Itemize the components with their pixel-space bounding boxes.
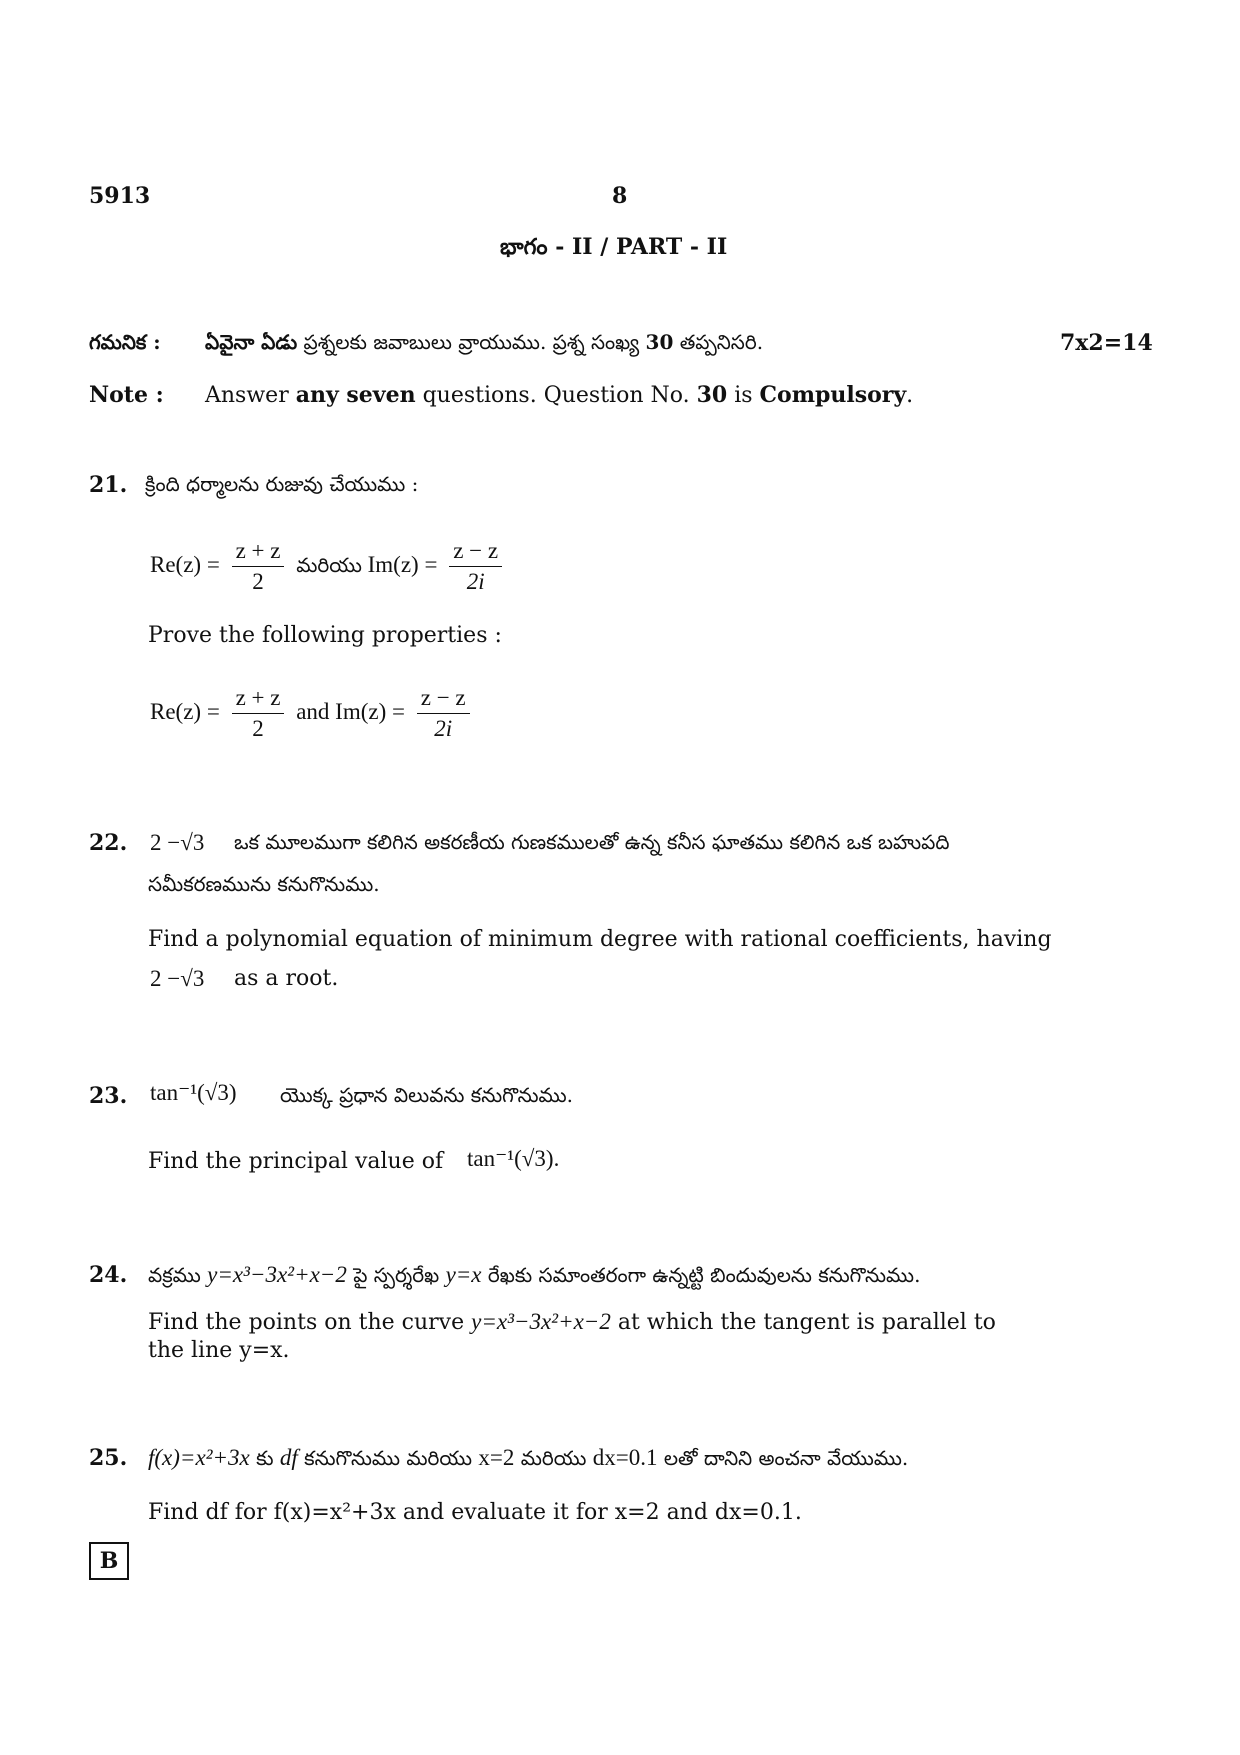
marks: 7x2=14: [1060, 330, 1153, 356]
note-en-end: .: [906, 383, 914, 408]
q23-number: 23.: [89, 1083, 128, 1109]
q25-number: 25.: [89, 1445, 128, 1471]
q21-english: Prove the following properties :: [148, 623, 502, 648]
booklet-code-box: B: [89, 1542, 129, 1580]
q24-english-line2: the line y=x.: [148, 1338, 290, 1363]
q22-english-line2: as a root.: [234, 966, 339, 991]
q24-te-mid: పై స్పర్శరేఖ: [353, 1263, 440, 1287]
part-title: భాగం - II / PART - II: [500, 234, 728, 260]
q23-english: Find the principal value of: [148, 1149, 444, 1174]
note-te-post: తప్పనిసరి.: [673, 330, 764, 354]
q21-im-num-2: z − z: [417, 685, 470, 714]
q23-expr: tan⁻¹(√3): [150, 1080, 237, 1105]
note-en-bold1: any seven: [295, 382, 416, 408]
q25-te-ku: కు: [256, 1446, 274, 1470]
q21-im-fraction: [449, 538, 502, 595]
q21-re-lhs: Re(z) =: [150, 551, 220, 577]
q24-curve: y=x³−3x²+x−2: [207, 1262, 347, 1287]
q21-im-lhs-2: Im(z) =: [335, 698, 405, 724]
q24-number: 24.: [89, 1262, 128, 1288]
q22-number: 22.: [89, 830, 128, 856]
q21-im-den-2: 2i: [434, 716, 453, 741]
q22-root-2: 2 −√3: [150, 966, 205, 991]
q24-en-post: at which the tangent is parallel to: [617, 1310, 996, 1335]
q21-number: 21.: [89, 472, 128, 498]
q21-re-den: 2: [252, 569, 264, 594]
note-en-pre: Answer: [205, 383, 296, 408]
q25-te-and: మరియు: [520, 1446, 587, 1470]
q21-im-num: z − z: [449, 538, 502, 567]
q25-df: df: [279, 1445, 298, 1470]
q24-te-post: రేఖకు సమాంతరంగా ఉన్నట్టి బిందువులను కనుగొనుము.: [487, 1263, 921, 1287]
note-te-emphasis: ఏవైనా ఏడు: [205, 330, 298, 354]
q21-telugu: క్రింది ధర్మాలను రుజువు చేయుము :: [145, 472, 419, 496]
page-number: 8: [612, 183, 628, 209]
q21-re-den-2: 2: [252, 716, 264, 741]
q23-expr-en: tan⁻¹(√3): [467, 1146, 554, 1171]
q21-im-lhs: Im(z) =: [367, 551, 438, 577]
q22-telugu-line2: సమీకరణమును కనుగొనుము.: [148, 872, 380, 896]
q23-en-end: .: [553, 1146, 560, 1171]
q21-formula-telugu: [150, 538, 508, 595]
note-label-telugu: గమనిక :: [89, 330, 161, 354]
q21-im-den: 2i: [466, 569, 485, 594]
paper-code: 5913: [89, 183, 151, 209]
q25-xval: x=2: [478, 1445, 515, 1470]
q23-expr-2: [467, 1146, 559, 1172]
q22-root: 2 −√3: [150, 830, 205, 855]
note-te-qno: 30: [645, 330, 674, 354]
note-en-is: is: [727, 383, 760, 408]
q22-telugu-line1: ఒక మూలముగా కలిగిన అకరణీయ గుణకములతో ఉన్న కనీస ఘాతము కలిగిన ఒక బహుపది: [234, 830, 950, 854]
q25-func: f(x)=x²+3x: [148, 1445, 250, 1470]
q21-re-num-2: z + z: [232, 685, 285, 714]
q25-te-post: లతో దానిని అంచనా వేయుము.: [663, 1446, 909, 1470]
note-text-telugu: [205, 330, 763, 359]
q25-dxval: dx=0.1: [592, 1445, 658, 1470]
note-en-mid: questions. Question No.: [415, 383, 697, 408]
note-text-english: [205, 382, 913, 408]
q24-line: y=x: [445, 1262, 482, 1287]
q22-english-line1: Find a polynomial equation of minimum degree with rational coefficients, having: [148, 927, 1052, 952]
q21-formula-english: [150, 685, 476, 742]
q24-telugu: [148, 1262, 920, 1292]
q21-re-fraction: [232, 538, 285, 595]
q24-english-line1: [148, 1309, 996, 1335]
q23-telugu: యొక్క ప్రధాన విలువను కనుగొనుము.: [280, 1083, 573, 1107]
q21-re-lhs-2: Re(z) =: [150, 698, 220, 724]
q21-en-and: and: [296, 698, 330, 724]
q24-te-pre: వక్రము: [148, 1263, 201, 1287]
q21-re-num: z + z: [232, 538, 285, 567]
note-te-mid: ప్రశ్నలకు జవాబులు వ్రాయుము. ప్రశ్న సంఖ్య: [297, 330, 646, 354]
note-en-qno: 30: [696, 382, 728, 408]
q25-english: Find df for f(x)=x²+3x and evaluate it for x=2 and dx=0.1.: [148, 1500, 802, 1525]
q21-im-fraction-2: [417, 685, 470, 742]
q21-re-fraction-2: [232, 685, 285, 742]
q24-curve-en: y=x³−3x²+x−2: [471, 1309, 611, 1334]
q25-telugu: [148, 1445, 908, 1475]
q21-te-and: మరియు: [296, 554, 362, 577]
note-label-english: Note :: [89, 382, 164, 408]
q25-te-mid: కనుగొనుము మరియు: [304, 1446, 473, 1470]
q24-en-pre: Find the points on the curve: [148, 1310, 465, 1335]
note-en-bold2: Compulsory: [759, 382, 907, 408]
